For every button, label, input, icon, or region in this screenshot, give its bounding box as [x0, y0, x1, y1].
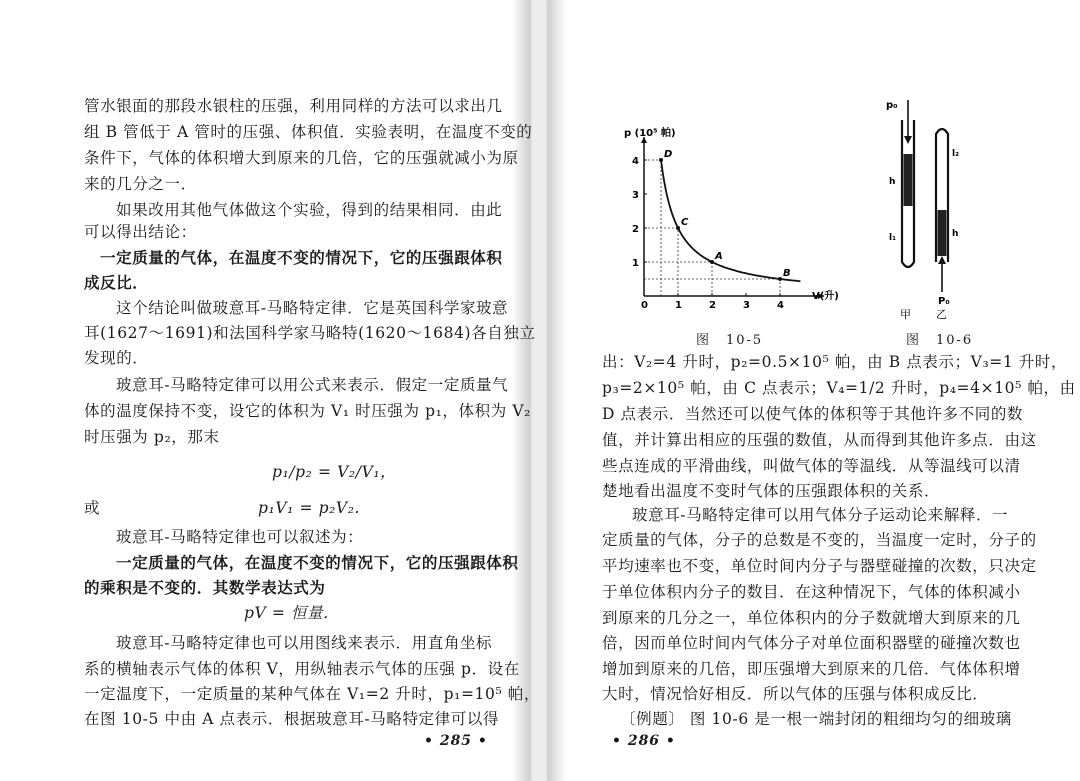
figure-10-5-chart — [612, 120, 852, 320]
text-line: 在图 10-5 中由 A 点表示．根据玻意耳-马略特定律可以得 — [84, 710, 500, 728]
text-line: 耳(1627～1691)和法国科学家马略特(1620～1684)各自独立 — [84, 324, 536, 342]
point-label-a: A — [715, 251, 723, 262]
text-line: 组 B 管低于 A 管时的压强、体积值．实验表明，在温度不变的 — [84, 123, 533, 141]
label-p0-top: p₀ — [886, 100, 898, 111]
page-number: • 285 • — [424, 733, 488, 749]
text-line: 倍，因而单位时间内气体分子对单位面积器壁的碰撞次数也 — [602, 634, 1021, 652]
x-tick-label: 1 — [675, 300, 682, 311]
text-line: 一定温度下，一定质量的某种气体在 V₁=2 升时，p₁=10⁵ 帕， — [84, 685, 540, 703]
point-b — [778, 277, 782, 281]
text-line: 来的几分之一． — [84, 175, 197, 193]
text-line: 这个结论叫做玻意耳-马略特定律．它是英国科学家玻意 — [116, 299, 509, 317]
text-line: 条件下，气体的体积增大到原来的几倍，它的压强就减小为原 — [84, 149, 519, 167]
text-line: 增加到原来的几倍，即压强增大到原来的几倍．气体体积增 — [602, 660, 1021, 678]
point-label-c: C — [681, 217, 689, 228]
p0-arrowhead-top — [904, 136, 912, 144]
text-line: 管水银面的那段水银柱的压强，利用同样的方法可以求出几 — [84, 97, 503, 115]
page-number: • 286 • — [612, 733, 676, 749]
formula-product: p₁V₁ = p₂V₂. — [258, 499, 361, 517]
text-line: p₃=2×10⁵ 帕，由 C 点表示；V₄=1/2 升时，p₄=4×10⁵ 帕，由 — [602, 379, 1076, 397]
formula-constant: pV = 恒量． — [244, 604, 340, 622]
label-p0-bottom: P₀ — [938, 296, 950, 307]
label-h-right: h — [952, 229, 959, 239]
point-a — [710, 260, 714, 264]
text-line: D 点表示．当然还可以使气体的体积等于其他许多不同的数 — [602, 405, 1024, 423]
x-tick-label: 2 — [709, 300, 716, 311]
y-tick-label: 4 — [632, 156, 639, 167]
chart-points — [659, 149, 791, 281]
text-line: 些点连成的平滑曲线，叫做气体的等温线．从等温线可以清 — [602, 457, 1021, 475]
x-tick-label: 3 — [743, 300, 750, 311]
text-line: 可以得出结论： — [84, 223, 197, 241]
text-line: 发现的． — [84, 349, 149, 367]
text-line: 于单位体积内分子的数目．在这种情况下，气体的体积减小 — [602, 583, 1021, 601]
label-jia: 甲 — [900, 308, 911, 321]
text-line: 出：V₂=4 升时，p₂=0.5×10⁵ 帕，由 B 点表示；V₃=1 升时， — [602, 353, 1068, 371]
text-line: 玻意耳-马略特定律可以用公式来表示．假定一定质量气 — [116, 376, 509, 394]
text-line: 玻意耳-马略特定律也可以叙述为： — [116, 528, 364, 546]
text-line: 玻意耳-马略特定律可以用气体分子运动论来解释．一 — [632, 506, 1009, 524]
label-h-left: h — [889, 177, 896, 187]
x-tick-label: 4 — [777, 300, 784, 311]
chart-ticks — [632, 156, 784, 311]
law-statement: 一定质量的气体，在温度不变的情况下，它的压强跟体积 — [116, 553, 519, 572]
law-statement: 的乘积是不变的．其数学表达式为 — [84, 578, 326, 597]
text-line: 平均速率也不变，单位时间内分子与器壁碰撞的次数，只决定 — [602, 557, 1037, 575]
right-page — [548, 0, 1080, 781]
y-axis-label: p (10⁵ 帕) — [624, 128, 676, 139]
x-axis-label: V(升) — [812, 291, 839, 302]
label-l1: l₁ — [889, 233, 897, 243]
y-tick-label: 1 — [632, 258, 639, 269]
figure-10-5-caption: 图 10-5 — [696, 333, 764, 348]
p0-arrowhead-bottom — [938, 256, 946, 264]
text-line: 时压强为 p₂，那末 — [84, 428, 220, 446]
y-tick-label: 3 — [632, 190, 639, 201]
or-label: 或 — [84, 499, 101, 517]
law-statement: 一定质量的气体，在温度不变的情况下，它的压强跟体积 — [100, 248, 503, 267]
text-line: 玻意耳-马略特定律也可以用图线来表示．用直角坐标 — [116, 634, 493, 652]
text-line: 体的温度保持不变，设它的体积为 V₁ 时压强为 p₁，体积为 V₂ — [84, 402, 531, 420]
text-line: 如果改用其他气体做这个实验，得到的结果相同．由此 — [116, 201, 503, 219]
chart-axes — [641, 137, 824, 299]
right-gutter-shadow — [548, 0, 566, 781]
figure-10-6-tubes — [884, 96, 1024, 321]
text-line: 定质量的气体，分子的总数是不变的，当温度一定时，分子的 — [602, 531, 1037, 549]
label-yi: 乙 — [936, 308, 947, 321]
figure-10-6-caption: 图 10-6 — [906, 333, 974, 348]
point-c — [676, 226, 680, 230]
text-line: 系的横轴表示气体的体积 V，用纵轴表示气体的压强 p．设在 — [84, 660, 520, 678]
label-l2: l₂ — [952, 149, 960, 159]
point-label-d: D — [664, 149, 673, 160]
x-tick-label: 0 — [641, 300, 648, 311]
text-line: 值，并计算出相应的压强的数值，从而得到其他许多点．由这 — [602, 431, 1037, 449]
point-d — [659, 158, 663, 162]
left-mercury-column — [904, 154, 913, 206]
y-tick-label: 2 — [632, 224, 639, 235]
law-statement: 成反比． — [84, 273, 149, 292]
formula-ratio: p₁/p₂ = V₂/V₁， — [272, 463, 397, 481]
example-line: 〔例题〕 图 10-6 是一根一端封闭的粗细均匀的细玻璃 — [620, 710, 1012, 728]
point-label-b: B — [783, 268, 791, 279]
text-line: 楚地看出温度不变时气体的压强跟体积的关系． — [602, 482, 941, 500]
text-line: 大时，情况恰好相反．所以气体的压强与体积成反比． — [602, 685, 989, 703]
text-line: 到原来的几分之一，单位体积内的分子数就增大到原来的几 — [602, 609, 1021, 627]
right-mercury-column — [938, 210, 947, 256]
